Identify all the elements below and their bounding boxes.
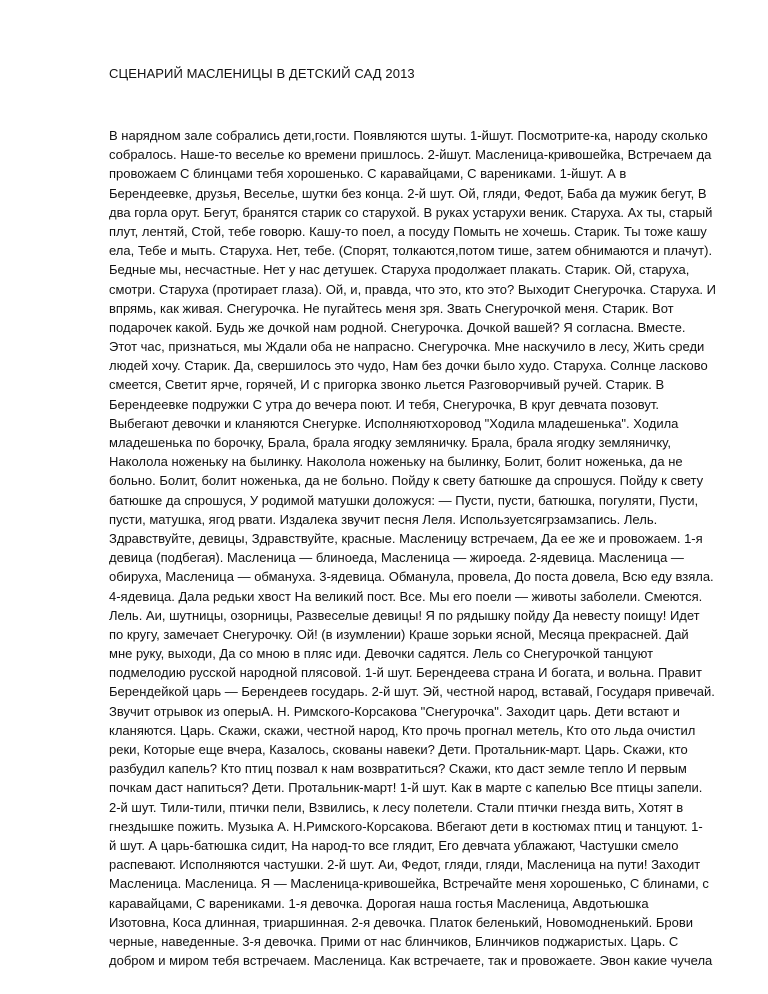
body-text-line: реки, Которые еще вчера, Казалось, скованы навеки? Дети. Протальник-март. Царь. Скажи, кто xyxy=(109,742,688,757)
body-text-line: обируха, Масленица — обмануха. 3-ядевица. Обманула, провела, До поста довела, Всю еду взяла. xyxy=(109,569,714,585)
body-text-line: кланяются. Царь. Скажи, скажи, честной народ, Кто прочь прогнал метель, Кто ото льда очистил xyxy=(109,722,696,738)
body-text-line: й шут. А царь-батюшка сидит, На народ-то все глядит, Его девчата ублажают, Частушки смело xyxy=(109,837,679,853)
body-text-line: девица (подбегая). Масленица — блиноеда, Масленица — жироеда. 2-ядевица. Масленица — xyxy=(109,550,684,566)
body-text-line: В нарядном зале собрались дети,гости. Появляются шуты. 1-йшут. Посмотрите-ка, народу сколько xyxy=(109,128,708,143)
body-text-line: Берендеевке подружки С утра до вечера поют. И тебя, Снегурочка, В круг девчата позовут. xyxy=(109,396,660,412)
body-text-line: черные, наведенные. 3-я девочка. Прими от нас блинчиков, Блинчиков поджаристых. Царь. С xyxy=(109,933,679,949)
body-text-line: Берендейкой царь — Берендеев государь. 2-й шут. Эй, честной народ, вставай, Государя привечай. xyxy=(109,684,715,700)
body-text-line: Звучит отрывок из оперыА. Н. Римского-Корсакова "Снегурочка". Заходит царь. Дети встают и xyxy=(109,703,680,719)
document-title: СЦЕНАРИЙ МАСЛЕНИЦЫ В ДЕТСКИЙ САД 2013 xyxy=(109,66,415,81)
body-text-line: Бедные мы, несчастные. Нет у нас детушек. Старуха продолжает плакать. Старик. Ой, старуха, xyxy=(109,262,690,278)
body-text-line: по кругу, замечает Снегурочку. Ой! (в изумлении) Краше зорьки ясной, Месяца прекрасней. Дай xyxy=(109,626,689,642)
body-text-line: пусти, матушка, ягод рвати. Издалека звучит песня Леля. Используетсягрзамзапись. Лель. xyxy=(109,511,658,527)
body-text-line: впрямь, как живая. Снегурочка. Не пугайтесь меня зря. Звать Снегурочкой меня. Старик. Вот xyxy=(109,300,674,316)
body-text-line: Здравствуйте, девицы, Здравствуйте, красные. Масленицу встречаем, Да ее же и провожаем. 1-я xyxy=(109,530,703,546)
body-text-line: распевают. Исполняются частушки. 2-й шут. Аи, Федот, гляди, гляди, Масленица на пути! Заходит xyxy=(109,857,701,873)
body-text-line: людей хочу. Старик. Да, свершилось это чудо, Нам без дочки было худо. Старуха. Солнце ласково xyxy=(109,358,708,374)
body-text-line: каравайцами, С варениками. 1-я девочка. Дорогая наша гостья Масленица, Авдотьюшка xyxy=(109,895,649,911)
body-text-line: два горла орут. Бегут, бранятся старик со старухой. В руках устарухи веник. Старуха. Ах ты, старый xyxy=(109,204,713,220)
body-text-line: Выбегают девочки и кланяются Снегурке. Исполняютхоровод "Ходила младешенька". Ходила xyxy=(109,415,679,431)
body-text-line: Берендеевке, друзья, Веселье, шутки без конца. 2-й шут. Ой, гляди, Федот, Баба да мужик бегут, В xyxy=(109,185,707,201)
body-text-line: младешенька по борочку, Брала, брала ягодку земляничку. Брала, брала ягодку земляничку, xyxy=(109,435,671,450)
body-text-line: собралось. Наше-то веселье ко времени пришлось. 2-йшут. Масленица-кривошейка, Встречаем да xyxy=(109,147,712,163)
body-text-line: больно. Болит, болит ноженька, да не больно. Пойду к свету батюшке да спрошуся. Пойду к свету xyxy=(109,473,704,489)
body-text-line: 4-ядевица. Дала редьки хвост На великий пост. Все. Мы его поели — животы заболели. Смеются. xyxy=(109,588,703,604)
body-text-line: Наколола ноженьку на былинку. Наколола ноженьку на былинку, Болит, болит ноженька, да не xyxy=(109,454,683,470)
document-body xyxy=(109,126,719,970)
body-text-line: смеется, Светит ярче, горячей, И с пригорка звонко льется Разговорчивый ручей. Старик. В xyxy=(109,377,665,393)
body-text-line: разбудил капель? Кто птиц позвал к нам возвратиться? Скажи, кто даст земле тепло И первым xyxy=(109,761,687,777)
body-text-line: Изотовна, Коса длинная, триаршинная. 2-я девочка. Платок беленький, Новомодненький. Брови xyxy=(109,914,694,930)
body-text-line: 2-й шут. Тили-тили, птички пели, Взвились, к лесу полетели. Стали птички гнезда вить, Хотят в xyxy=(109,799,684,815)
body-text-line: подарочек какой. Будь же дочкой нам родной. Снегурочка. Дочкой вашей? Я согласна. Вместе. xyxy=(109,319,686,335)
body-text-line: плут, лентяй, Стой, тебе говорю. Кашу-то поел, а посуду Помыть не хочешь. Старик. Ты тоже кашу xyxy=(109,223,707,239)
body-text-line: провожаем С блинцами тебя хорошенько. С каравайцами, С варениками. 1-йшут. А в xyxy=(109,166,627,182)
body-text-line: батюшке да спрошуся, У родимой матушки доложуся: — Пусти, пусти, батюшка, погуляти, Пусти, xyxy=(109,492,699,508)
body-text-line: почкам даст напиться? Дети. Протальник-март! 1-й шут. Как в марте с капелью Все птицы запели. xyxy=(109,780,703,796)
body-text-line: Масленица. Масленица. Я — Масленица-кривошейка, Встречайте меня хорошенько, С блинами, с xyxy=(109,876,709,892)
body-text-line: смотри. Старуха (протирает глаза). Ой, и, правда, что это, кто это? Выходит Снегурочка. Старуха. И xyxy=(109,281,716,297)
body-text-line: добром и миром тебя встречаем. Масленица. Как встречаете, так и провожаете. Эвон какие чучела xyxy=(109,953,713,969)
body-text-line: мне руку, выходи, Да со мною в пляс иди. Девочки садятся. Лель со Снегурочкой танцуют xyxy=(109,646,654,662)
body-text-line: Этот час, признаться, мы Ждали оба не напрасно. Снегурочка. Мне наскучило в лесу, Жить среди xyxy=(109,339,705,355)
body-text-line: Лель. Аи, шутницы, озорницы, Развеселые девицы! Я по рядышку пойду Да невесту поищу! Идет xyxy=(109,607,700,623)
body-text-line: подмелодию русской народной плясовой. 1-й шут. Берендеева страна И богата, и вольна. Правит xyxy=(109,665,702,681)
body-text-line: ела, Тебе и мыть. Старуха. Нет, тебе. (Спорят, толкаются,потом тише, затем обнимаются и плачут). xyxy=(109,243,713,259)
body-text-line: гнездышке пожить. Музыка А. Н.Римского-Корсакова. Вбегают дети в костюмах птиц и танцуют. 1- xyxy=(109,818,703,834)
